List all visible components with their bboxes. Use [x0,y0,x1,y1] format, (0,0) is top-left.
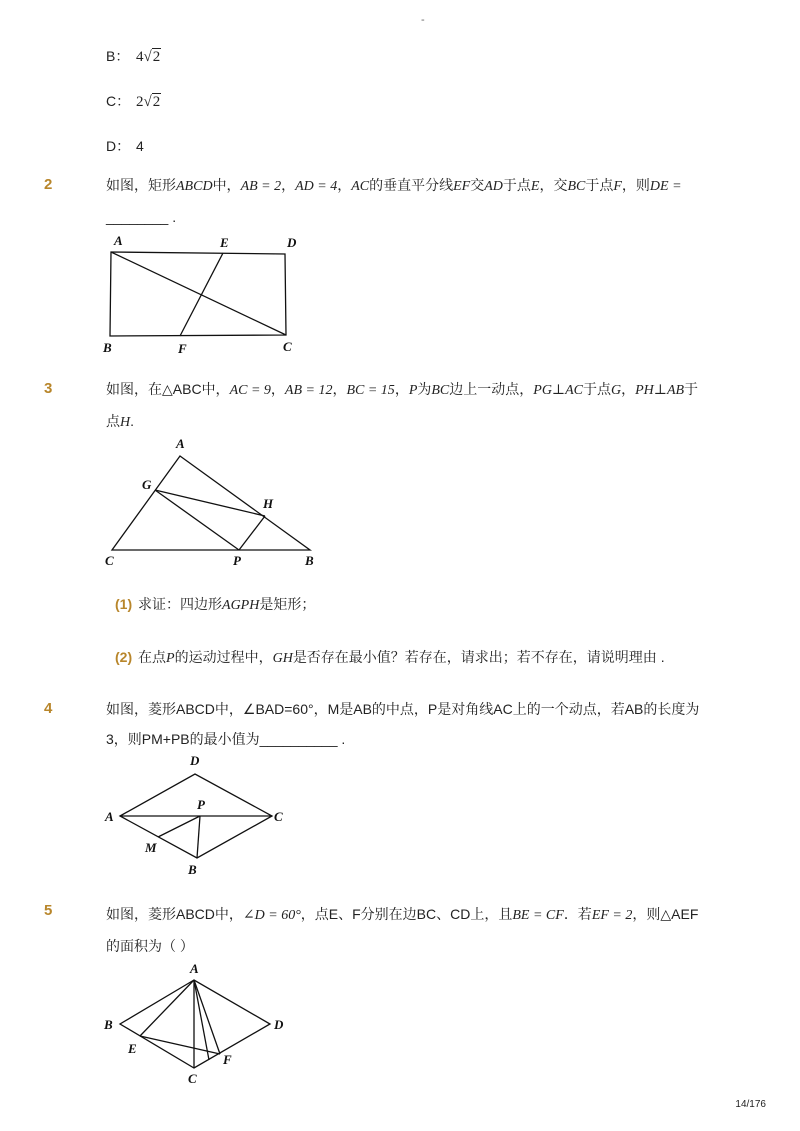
label-d: D [287,235,297,250]
label-c: C [283,339,292,354]
label-a: A [114,233,123,248]
option-label: C： [106,93,131,109]
diagonal-ac [111,252,286,335]
answer-blank: __________ [259,731,338,747]
figure-rectangle-abcd [100,230,310,360]
question-number: 3 [44,380,53,397]
segment-gp [155,490,239,550]
label-b: B [188,862,197,877]
segment-pm [158,816,200,837]
label-c: C [188,1071,197,1086]
label-b: B [305,553,314,568]
question-5-text: 如图，菱形ABCD中，∠D = 60°，点E、F分别在边BC、CD上，且BE = CF．若EF = 2，则△AEF 的面积为（ ） [106,906,699,954]
label-p: P [197,797,205,812]
label-d: D [190,753,200,768]
label-a: A [176,436,185,451]
segment-ph [239,516,265,550]
question-3-text: 如图，在△ABC中，AC = 9，AB = 12，BC = 15，P为BC边上一动点，PG⊥AC于点G，PH⊥AB于 点H. [106,381,699,430]
question-number: 5 [44,902,53,919]
sub-question-1: (1) 求证：四边形AGPH是矩形； [115,596,316,613]
option-value: 4√2 [136,49,161,65]
label-m: M [145,840,157,855]
figure-rhombus-aef [100,960,300,1090]
label-a: A [105,809,114,824]
option-value: 2√2 [136,94,161,110]
label-b: B [104,1017,113,1032]
segment-gh [155,490,265,516]
label-a: A [190,961,199,976]
label-f: F [223,1052,232,1067]
question-number: 2 [44,176,53,193]
segment-pb [197,816,200,858]
option-label: B： [106,48,130,64]
question-4-text: 如图，菱形ABCD中，∠BAD=60°，M是AB的中点，P是对角线AC上的一个动点，若AB的长度为 3，则PM+PB的最小值为__________ . [106,701,700,747]
option-b [106,46,161,66]
label-p: P [233,553,241,568]
answer-blank: ________ [106,209,169,225]
figure-rhombus-abcd [100,752,300,882]
label-g: G [142,477,152,492]
top-mark: - [421,14,425,26]
option-label: D： [106,138,131,154]
question-2-text: 如图，矩形ABCD中，AB = 2，AD = 4，AC的垂直平分线EF交AD于点E，交BC于点F，则DE = ________ . [106,177,682,225]
sub-question-2: (2) 在点P的运动过程中，GH是否存在最小值？若存在，请求出；若不存在，请说明理由 . [115,649,665,666]
question-number: 4 [44,700,53,717]
segment-af [194,980,220,1054]
label-h: H [263,496,274,511]
rhombus-abcd [120,980,270,1068]
page-number: 14/176 [735,1099,766,1110]
figure-triangle-abc [100,432,330,572]
label-c: C [105,553,114,568]
label-e: E [220,235,229,250]
label-f: F [178,341,187,356]
option-d [106,136,144,156]
label-d: D [274,1017,284,1032]
segment-ef [180,253,223,336]
label-b: B [103,340,112,355]
option-value: 4 [136,138,144,154]
option-c [106,91,161,111]
label-c: C [274,809,283,824]
label-e: E [128,1041,137,1056]
